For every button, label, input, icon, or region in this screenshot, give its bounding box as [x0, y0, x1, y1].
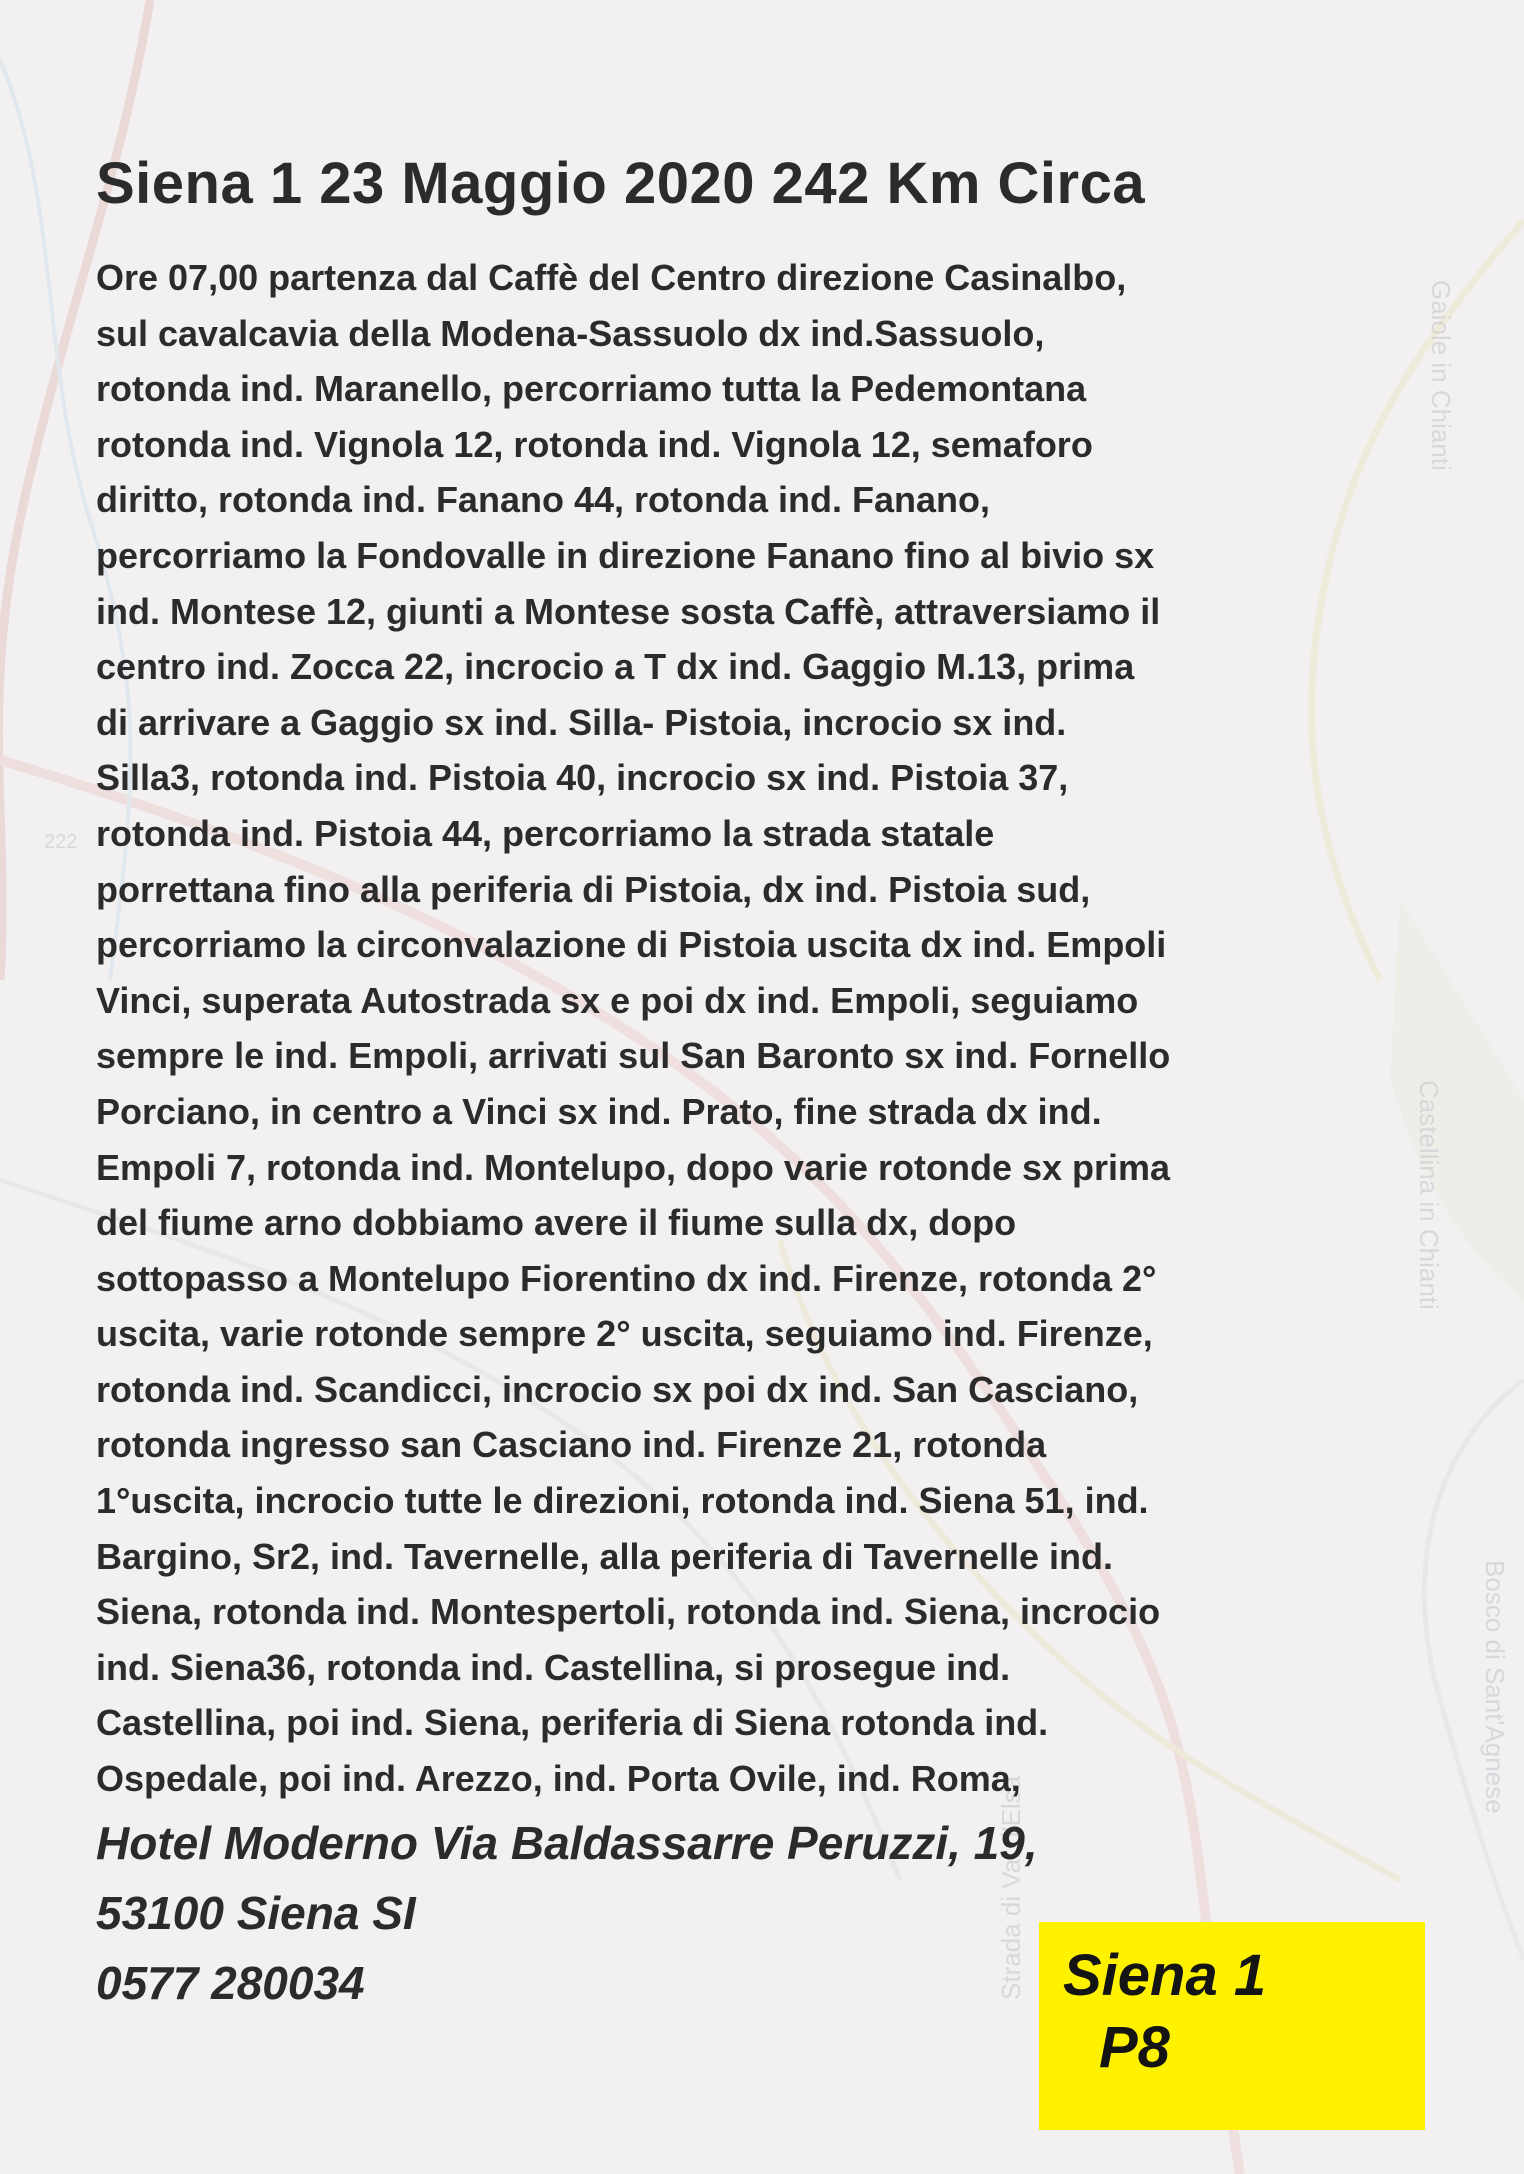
route-line: centro ind. Zocca 22, incrocio a T dx ind. Gaggio M.13, prima	[96, 646, 1135, 688]
route-line: uscita, varie rotonde sempre 2° uscita, seguiamo ind. Firenze,	[96, 1313, 1153, 1355]
route-line: ind. Montese 12, giunti a Montese sosta Caffè, attraversiamo il	[96, 590, 1161, 632]
map-label-gaiole: Gaiole in Chianti	[1426, 280, 1456, 471]
route-line: rotonda ind. Pistoia 44, percorriamo la strada statale	[96, 812, 995, 854]
map-label-strada: Strada di Val d'Elsa	[996, 1775, 1026, 2000]
route-line: ind. Siena36, rotonda ind. Castellina, si prosegue ind.	[96, 1646, 1011, 1688]
destination-block	[96, 1808, 1038, 2018]
route-line: rotonda ind. Maranello, percorriamo tutta la Pedemontana	[96, 368, 1087, 410]
route-line: Porciano, in centro a Vinci sx ind. Prato, fine strada dx ind.	[96, 1090, 1102, 1132]
map-label-castellina: Castellina in Chianti	[1414, 1080, 1444, 1310]
route-line: 1°uscita, incrocio tutte le direzioni, rotonda ind. Siena 51, ind.	[96, 1480, 1149, 1522]
route-line: rotonda ind. Scandicci, incrocio sx poi dx ind. San Casciano,	[96, 1368, 1139, 1410]
route-line: rotonda ind. Vignola 12, rotonda ind. Vignola 12, semaforo	[96, 423, 1093, 465]
route-line: Ore 07,00 partenza dal Caffè del Centro direzione Casinalbo,	[96, 257, 1127, 298]
route-line: sul cavalcavia della Modena-Sassuolo dx ind.Sassuolo,	[96, 312, 1045, 354]
destination-phone: 0577 280034	[96, 1957, 365, 2009]
route-line: porrettana fino alla periferia di Pistoia, dx ind. Pistoia sud,	[96, 868, 1091, 910]
page-tag	[1039, 1922, 1425, 2130]
route-line: percorriamo la circonvalazione di Pistoia uscita dx ind. Empoli	[96, 924, 1167, 966]
destination-address: Hotel Moderno Via Baldassarre Peruzzi, 19,	[96, 1817, 1038, 1869]
route-line: Castellina, poi ind. Siena, periferia di Siena rotonda ind.	[96, 1702, 1049, 1744]
route-line: di arrivare a Gaggio sx ind. Silla- Pistoia, incrocio sx ind.	[96, 701, 1067, 743]
route-line: Silla3, rotonda ind. Pistoia 40, incrocio sx ind. Pistoia 37,	[96, 757, 1069, 799]
route-line: Vinci, superata Autostrada sx e poi dx ind. Empoli, seguiamo	[96, 979, 1139, 1021]
route-line: Empoli 7, rotonda ind. Montelupo, dopo varie rotonde sx prima	[96, 1146, 1171, 1188]
tag-page-number: P8	[1099, 2015, 1170, 2080]
route-line: percorriamo la Fondovalle in direzione Fanano fino al bivio sx	[96, 534, 1155, 576]
route-line: Siena, rotonda ind. Montespertoli, rotonda ind. Siena, incrocio	[96, 1591, 1161, 1633]
route-line: Bargino, Sr2, ind. Tavernelle, alla periferia di Tavernelle ind.	[96, 1535, 1113, 1577]
destination-city: 53100 Siena SI	[96, 1887, 416, 1939]
map-label-bosco: Bosco di Sant'Agnese	[1480, 1560, 1510, 1814]
route-line: sempre le ind. Empoli, arrivati sul San Baronto sx ind. Fornello	[96, 1035, 1171, 1077]
tag-title: Siena 1	[1063, 1943, 1267, 2008]
route-line: diritto, rotonda ind. Fanano 44, rotonda ind. Fanano,	[96, 479, 990, 521]
route-line: Ospedale, poi ind. Arezzo, ind. Porta Ovile, ind. Roma,	[96, 1758, 1021, 1800]
route-line: del fiume arno dobbiamo avere il fiume sulla dx, dopo	[96, 1202, 1017, 1244]
route-line: rotonda ingresso san Casciano ind. Firenze 21, rotonda	[96, 1424, 1047, 1466]
page-title: Siena 1 23 Maggio 2020 242 Km Circa	[96, 151, 1146, 216]
route-line: sottopasso a Montelupo Fiorentino dx ind. Firenze, rotonda 2°	[96, 1257, 1157, 1299]
route-description	[96, 250, 1466, 1807]
map-label-route-tag: 222	[44, 831, 78, 853]
